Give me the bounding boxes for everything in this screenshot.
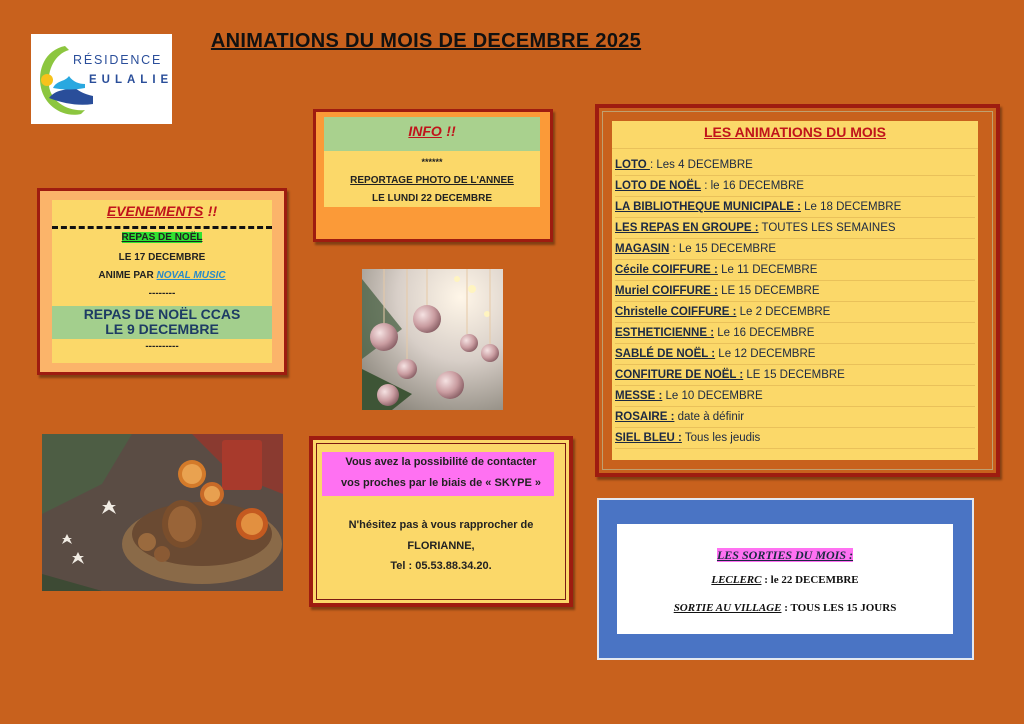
skype-line1: Vous avez la possibilité de contacter xyxy=(345,456,537,468)
animation-item xyxy=(615,323,975,344)
skype-line3: N'hésitez pas à vous rapprocher de xyxy=(348,519,534,531)
animation-item-label: Muriel COIFFURE : xyxy=(615,285,718,297)
sortie-item-village xyxy=(617,602,953,614)
anime-par-line xyxy=(52,270,272,281)
animation-item xyxy=(615,239,975,260)
animation-item-value: Le 16 DECEMBRE xyxy=(714,327,815,339)
separator-1: -------- xyxy=(148,288,176,299)
evenements-title: EVENEMENTS xyxy=(106,203,204,219)
sortie-item-leclerc xyxy=(617,574,953,586)
logo-text-eulalie: EULALIE xyxy=(89,74,174,86)
animation-item-label: LOTO xyxy=(615,159,650,171)
animation-item-label: ESTHETICIENNE : xyxy=(615,327,715,339)
sortie-label: SORTIE AU VILLAGE xyxy=(673,602,782,614)
sorties-panel xyxy=(597,498,974,660)
animation-item xyxy=(615,428,975,449)
info-line1: REPORTAGE PHOTO DE L'ANNEE xyxy=(350,175,514,186)
info-title: INFO xyxy=(408,123,442,139)
animation-item xyxy=(615,176,975,197)
skype-contact-name: FLORIANNE, xyxy=(407,540,475,552)
sorties-title: LES SORTIES DU MOIS : xyxy=(716,548,854,562)
animation-item xyxy=(615,302,975,323)
animation-item-value: Le 11 DECEMBRE xyxy=(717,264,818,276)
info-stars: ****** xyxy=(421,157,443,167)
skype-line2: vos proches par le biais de « SKYPE » xyxy=(341,477,541,489)
animation-item xyxy=(615,365,975,386)
animation-item-value: LE 15 DECEMBRE xyxy=(717,285,820,297)
animations-heading xyxy=(612,124,978,142)
animation-item xyxy=(615,386,975,407)
animation-item-label: LOTO DE NOËL xyxy=(615,180,702,192)
animation-item-label: SIEL BLEU : xyxy=(615,432,682,444)
animation-item-value: Le 2 DECEMBRE xyxy=(736,306,831,318)
logo-emblem-icon xyxy=(35,40,95,120)
animation-item-value: : Le 15 DECEMBRE xyxy=(669,243,777,255)
christmas-spices-photo xyxy=(42,434,283,591)
repas-ccas-line1: REPAS DE NOËL CCAS xyxy=(83,306,241,322)
info-title-suffix: !! xyxy=(446,123,456,139)
animation-item-value: : Les 4 DECEMBRE xyxy=(649,159,753,171)
animation-item-value: : le 16 DECEMBRE xyxy=(701,180,804,192)
noval-music-link[interactable]: NOVAL MUSIC xyxy=(156,270,226,281)
animation-item xyxy=(615,260,975,281)
info-heading xyxy=(324,123,540,141)
animation-item-label: Cécile COIFFURE : xyxy=(615,264,718,276)
animations-panel xyxy=(595,104,1000,477)
sortie-value: : le 22 DECEMBRE xyxy=(761,574,859,586)
anime-par-prefix: ANIME PAR xyxy=(98,270,154,281)
animation-item-label: ROSAIRE : xyxy=(615,411,675,423)
evenements-panel xyxy=(37,188,287,375)
animation-item-label: LES REPAS EN GROUPE : xyxy=(615,222,759,234)
info-panel xyxy=(313,109,553,242)
logo-text-residence: RÉSIDENCE xyxy=(73,53,163,67)
animation-item xyxy=(615,197,975,218)
repas-noel-date: LE 17 DECEMBRE xyxy=(118,252,206,263)
animation-item xyxy=(615,281,975,302)
sortie-label: LECLERC xyxy=(711,574,762,586)
animation-item-value: Le 12 DECEMBRE xyxy=(715,348,816,360)
sorties-heading xyxy=(617,546,953,564)
evenements-heading xyxy=(52,203,272,223)
animation-item xyxy=(615,155,975,176)
page-title: ANIMATIONS DU MOIS DE DECEMBRE 2025 xyxy=(210,30,642,52)
animations-title: LES ANIMATIONS DU MOIS xyxy=(704,124,886,140)
separator-2: ---------- xyxy=(145,341,179,352)
christmas-ornaments-photo xyxy=(362,269,503,410)
evenements-title-suffix: !! xyxy=(207,203,218,219)
animation-item-label: MESSE : xyxy=(615,390,663,402)
animation-item-label: MAGASIN xyxy=(615,243,670,255)
repas-noel-label: REPAS DE NOËL xyxy=(121,232,203,243)
animation-item-label: SABLÉ DE NOËL : xyxy=(615,348,716,360)
skype-panel xyxy=(309,436,573,607)
residence-logo xyxy=(31,34,172,124)
animation-item-value: Le 10 DECEMBRE xyxy=(662,390,763,402)
animation-item-value: TOUTES LES SEMAINES xyxy=(758,222,896,234)
skype-phone: Tel : 05.53.88.34.20. xyxy=(390,560,492,572)
repas-ccas-block xyxy=(52,306,272,339)
animation-item-label: LA BIBLIOTHEQUE MUNICIPALE : xyxy=(615,201,801,213)
animation-item-value: date à définir xyxy=(674,411,745,423)
repas-ccas-line2: LE 9 DECEMBRE xyxy=(105,321,219,337)
sortie-value: : TOUS LES 15 JOURS xyxy=(781,602,897,614)
animation-item-value: Le 18 DECEMBRE xyxy=(800,201,902,213)
animation-item xyxy=(615,344,975,365)
info-line2: LE LUNDI 22 DECEMBRE xyxy=(371,193,492,204)
animation-item-label: Christelle COIFFURE : xyxy=(615,306,737,318)
animation-item-label: CONFITURE DE NOËL : xyxy=(615,369,744,381)
animation-item xyxy=(615,407,975,428)
divider xyxy=(52,226,272,229)
animation-item-value: Tous les jeudis xyxy=(681,432,761,444)
animation-item xyxy=(615,218,975,239)
animation-item-value: LE 15 DECEMBRE xyxy=(743,369,845,381)
